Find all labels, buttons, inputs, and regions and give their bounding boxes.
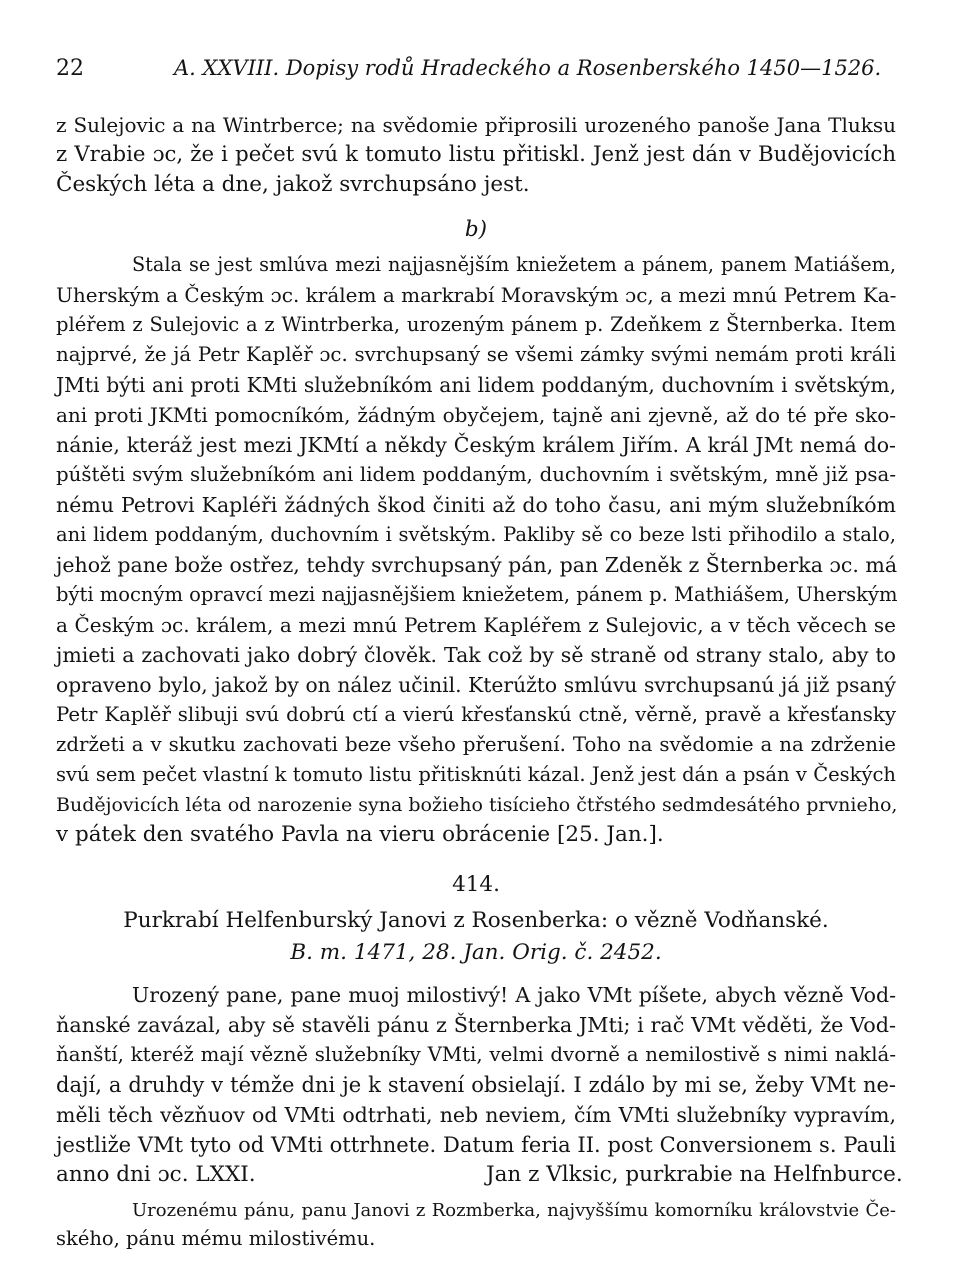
text-line: dají, a druhdy v témže dni je k stavení obsielají. I zdálo by mi se, žeby VMt ne-: [56, 1073, 896, 1097]
text-line: z Sulejovic a na Wintrberce; na svědomie připrosili urozeného panoše Jana Tluksu: [56, 113, 896, 137]
text-line: svú sem pečet vlastní k tomuto listu přitisknúti kázal. Jenž jest dán a psán v Českých: [56, 763, 896, 786]
page-header: [56, 56, 896, 90]
text-line: Uherským a Českým ɔc. králem a markrabí Moravským ɔc, a mezi mnú Petrem Ka-: [56, 283, 897, 307]
text-line: ani proti JKMti pomocníkóm, žádným obyčejem, tajně ani zjevně, až do té pře sko-: [56, 403, 896, 427]
text-line: jestliže VMt tyto od VMti ottrhnete. Datum feria II. post Conversionem s. Pauli: [56, 1133, 896, 1157]
text-line: v pátek den svatého Pavla na vieru obrácenie [25. Jan.].: [56, 822, 664, 847]
text-line: ňanské zavázal, aby sě stavěli pánu z Šternberka JMti; i rač VMt věděti, že Vod-: [56, 1013, 896, 1037]
text-line: býti mocným opravcí mezi najjasnějšiem kniežetem, pánem p. Mathiášem, Uherským: [56, 583, 898, 606]
text-line: najprvé, že já Petr Kaplěř ɔc. svrchupsaný se všemi zámky svými nemám proti králi: [56, 343, 896, 366]
text-line: pléřem z Sulejovic a z Wintrberka, urozeným pánem p. Zdeňkem z Šternberka. Item: [56, 313, 896, 336]
text-line: Urozený pane, pane muoj milostivý! A jako VMt píšete, abych vězně Vod-: [132, 983, 896, 1007]
section-label: b): [464, 217, 488, 242]
text-line: a Českým ɔc. králem, a mezi mnú Petrem Kapléřem z Sulejovic, a v těch věcech se: [56, 613, 896, 637]
text-line: nému Petrovi Kapléři žádných škod činiti až do toho času, ani mým služebníkóm: [56, 493, 896, 517]
text-line: jmieti a zachovati jako dobrý člověk. Tak což by sě straně od strany stalo, aby to: [56, 643, 896, 667]
text-line: ňanští, kteréž mají vězně služebníky VMti, velmi dvorně a nemilostivě s nimi naklá-: [56, 1043, 896, 1066]
letter-title: Purkrabí Helfenburský Janovi z Rosenberka: o vězně Vodňanské.: [123, 908, 829, 933]
signature: Jan z Vlksic, purkrabie na Helfnburce.: [486, 1162, 903, 1187]
text-line: ani lidem poddaným, duchovním i světským. Pakliby sě co beze lsti přihodilo a stalo,: [56, 523, 896, 546]
text-line: Budějovicích léta od narozenie syna božieho tisícieho čtřstého sedmdesátého prvnieho,: [56, 794, 898, 816]
letter-source: B. m. 1471, 28. Jan. Orig. č. 2452.: [290, 940, 662, 965]
page-number: 22: [56, 56, 84, 81]
text-line: JMti býti ani proti KMti služebníkóm ani lidem poddaným, duchovním i světským,: [56, 373, 896, 397]
text-line: měli těch vězňuov od VMti odtrhati, neb neviem, čím VMti služebníky vypravím,: [56, 1103, 896, 1127]
text-line: zdržeti a v skutku zachovati beze všeho přerušení. Toho na svědomie a na zdrženie: [56, 733, 896, 756]
address-line: ského, pánu mému milostivému.: [56, 1227, 376, 1250]
text-line: z Vrabie ɔc, že i pečet svú k tomuto listu přitiskl. Jenž jest dán v Budějovicích: [56, 142, 896, 167]
text-line: jehož pane bože ostřez, tehdy svrchupsaný pán, pan Zdeněk z Šternberka ɔc. má: [56, 553, 898, 577]
text-line: opraveno bylo, jakož by on nález učinil. Kterúžto smlúvu svrchupsanú já již psaný: [56, 673, 896, 697]
text-line: nánie, kteráž jest mezi JKMtí a někdy Českým králem Jiřím. A král JMt nemá do-: [56, 433, 896, 457]
text-line: púštěti svým služebníkóm ani lidem poddaným, duchovním i světským, mně již psa-: [56, 463, 896, 486]
text-line: Českých léta a dne, jakož svrchupsáno jest.: [56, 172, 530, 197]
text-line: Petr Kaplěř slibuji svú dobrú ctí a vierú křesťanskú ctně, věrně, pravě a křesťansky: [56, 703, 896, 726]
running-title: A. XXVIII. Dopisy rodů Hradeckého a Rosenberského 1450—1526.: [174, 56, 882, 80]
address-line: Urozenému pánu, panu Janovi z Rozmberka, najvyššímu komorníku královstvie Če-: [132, 1200, 896, 1221]
closing-date: anno dni ɔc. LXXI.: [56, 1162, 256, 1187]
text-line: Stala se jest smlúva mezi najjasnějším kniežetem a pánem, panem Matiášem,: [132, 253, 896, 276]
letter-number: 414.: [452, 872, 500, 897]
